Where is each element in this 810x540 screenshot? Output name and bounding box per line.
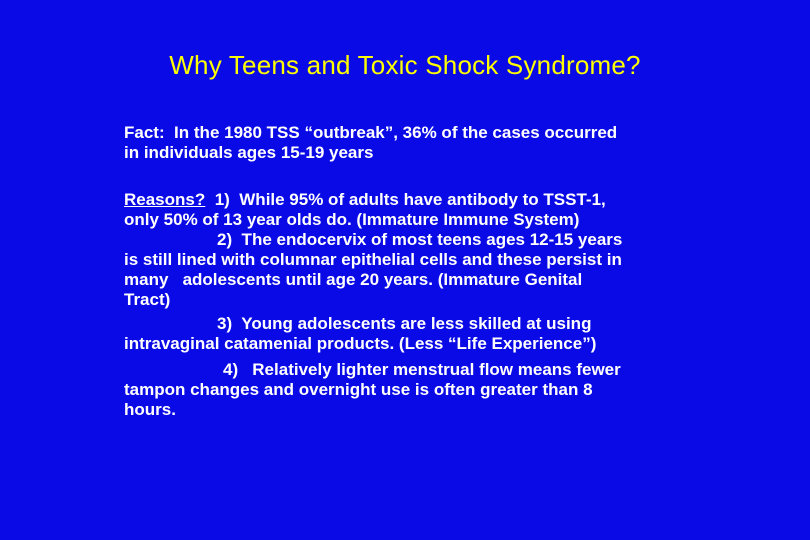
reasons-paragraph (124, 190, 724, 420)
reason-1-line-1-text: 1) While 95% of adults have antibody to TSST-1, (205, 190, 606, 209)
reason-4-line-1: 4) Relatively lighter menstrual flow means fewer (223, 360, 621, 379)
fact-line-2: in individuals ages 15-19 years (124, 143, 374, 162)
reason-1-line-1 (124, 190, 724, 210)
reason-2-line-4: Tract) (124, 290, 171, 309)
fact-paragraph (124, 123, 724, 163)
reason-1-line-2: only 50% of 13 year olds do. (Immature Immune System) (124, 210, 580, 229)
reason-3-line-1: 3) Young adolescents are less skilled at using (217, 314, 592, 333)
reason-2-line-1: 2) The endocervix of most teens ages 12-15 years (217, 230, 623, 249)
reason-3-line-2: intravaginal catamenial products. (Less “Life Experience”) (124, 334, 597, 353)
fact-line-1: Fact: In the 1980 TSS “outbreak”, 36% of the cases occurred (124, 123, 618, 142)
reason-4-line-2: tampon changes and overnight use is often greater than 8 (124, 380, 593, 399)
reason-4-line-3: hours. (124, 400, 176, 419)
reason-2-line-3: many adolescents until age 20 years. (Immature Genital (124, 270, 583, 289)
reason-2-line-2: is still lined with columnar epithelial cells and these persist in (124, 250, 622, 269)
reasons-label: Reasons? (124, 190, 206, 209)
slide-title: Why Teens and Toxic Shock Syndrome? (169, 50, 641, 80)
